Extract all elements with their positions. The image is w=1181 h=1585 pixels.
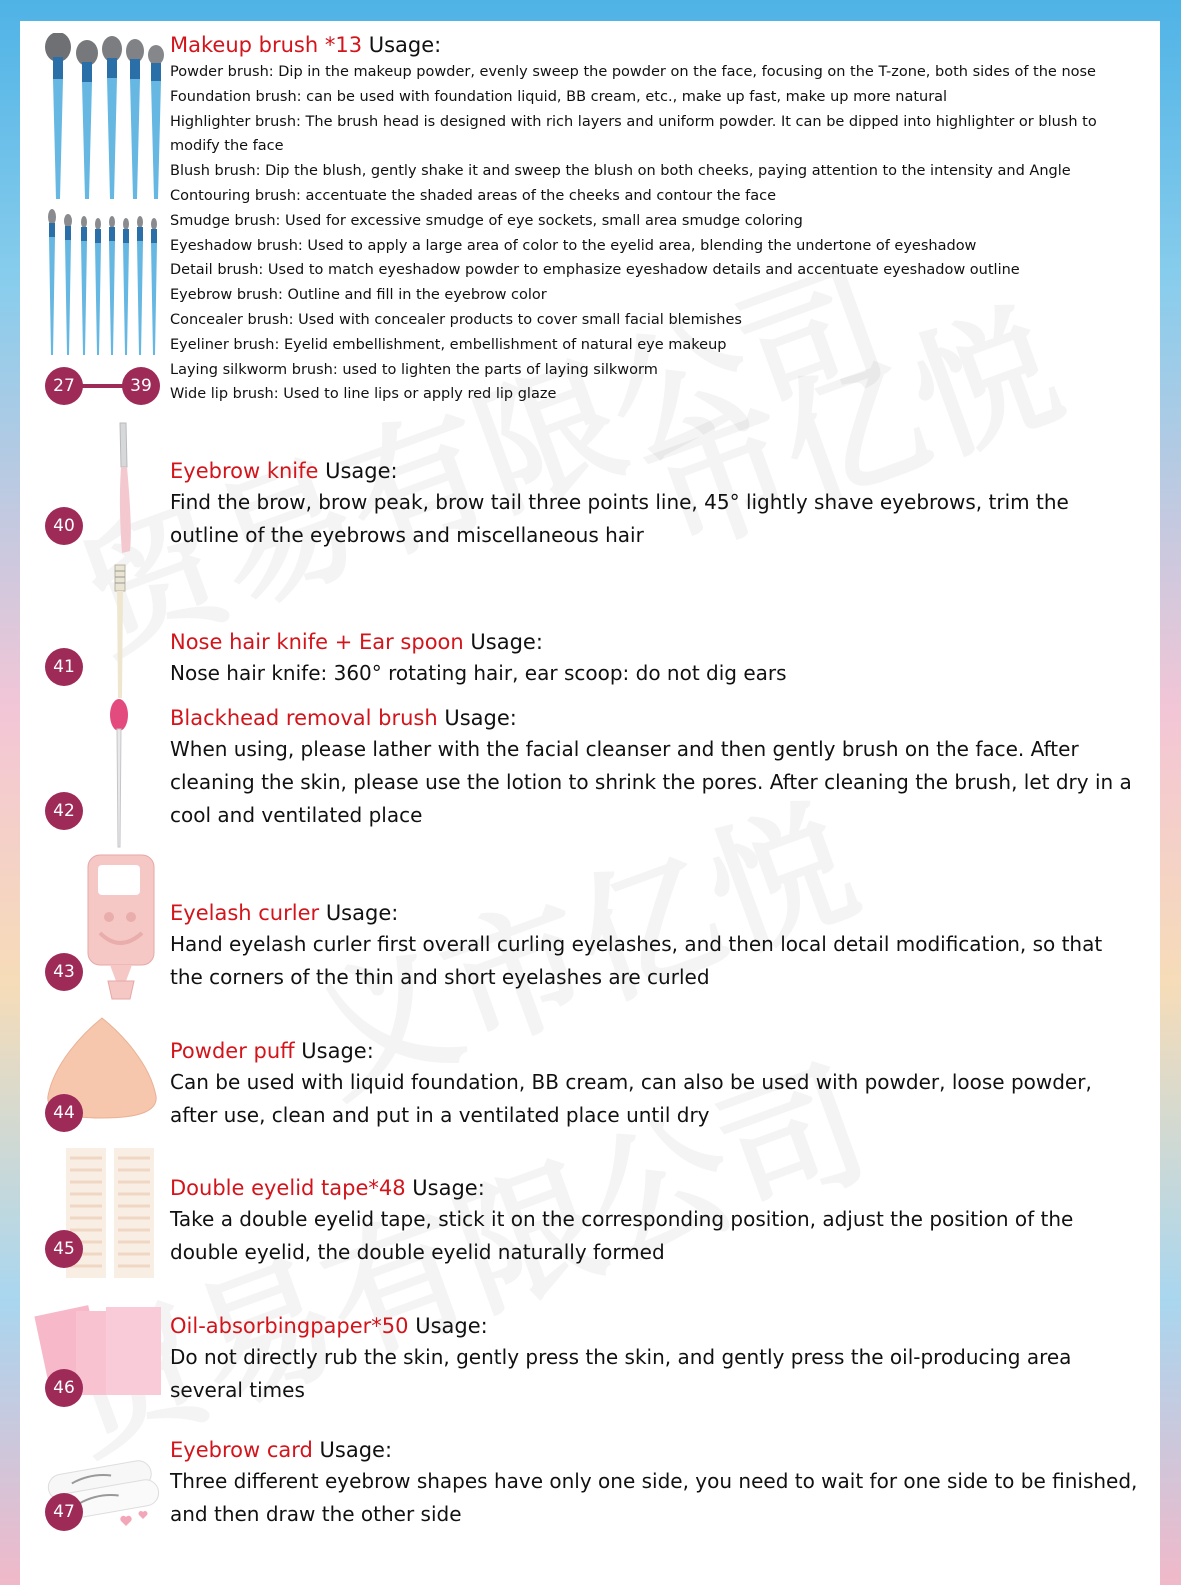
item-number-badge: 40	[45, 507, 83, 545]
section-title	[170, 1174, 1140, 1203]
product-name: Eyebrow card	[170, 1438, 313, 1462]
nose-hair-knife-section	[170, 628, 1140, 690]
usage-label: Usage:	[470, 630, 543, 654]
item-number-badge: 27	[45, 367, 83, 405]
section-title	[170, 31, 1140, 60]
usage-text: Three different eyebrow shapes have only one side, you need to wait for one side to be finished, and then draw the other side	[170, 1469, 1138, 1526]
section-title	[170, 704, 1140, 733]
section-title	[170, 1037, 1140, 1066]
brush-usage-line: Smudge brush: Used for excessive smudge of eye sockets, small area smudge coloring	[170, 212, 803, 229]
section-title	[170, 457, 1140, 486]
oil-absorbing-paper-section	[170, 1312, 1140, 1407]
makeup-brush-set-image	[34, 33, 164, 373]
nose-hair-knife-image	[106, 563, 136, 703]
blackhead-brush-image	[104, 697, 134, 852]
usage-label: Usage:	[368, 33, 442, 57]
eyebrow-knife-image	[106, 421, 146, 556]
usage-text: Can be used with liquid foundation, BB cream, can also be used with powder, loose powder, after use, clean and put in a ventilated place until dry	[170, 1070, 1092, 1127]
item-number-badge: 46	[45, 1369, 83, 1407]
brush-usage-list	[170, 60, 1140, 407]
item-number-badge: 41	[45, 648, 83, 686]
usage-label: Usage:	[325, 459, 398, 483]
content-panel	[20, 21, 1160, 1585]
product-name: Double eyelid tape*48	[170, 1176, 406, 1200]
usage-label: Usage:	[444, 706, 517, 730]
brush-usage-line: Blush brush: Dip the blush, gently shake it and sweep the blush on both cheeks, paying attention to the intensity and Angle	[170, 163, 1071, 180]
brush-usage-line: Eyeliner brush: Eyelid embellishment, embellishment of natural eye makeup	[170, 336, 727, 353]
brush-usage-line: Highlighter brush: The brush head is designed with rich layers and uniform powder. It can be dipped into highlighter or blush to modify the face	[170, 113, 1097, 155]
section-title	[170, 628, 1140, 657]
item-number-badge: 43	[45, 953, 83, 991]
usage-label: Usage:	[319, 1438, 393, 1462]
brush-usage-line: Detail brush: Used to match eyeshadow powder to emphasize eyeshadow details and accentuate eyeshadow outline	[170, 262, 1020, 279]
brush-usage-line: Powder brush: Dip in the makeup powder, evenly sweep the powder on the face, focusing on the T-zone, both sides of the nose	[170, 64, 1096, 80]
product-name: Nose hair knife + Ear spoon	[170, 630, 464, 654]
usage-label: Usage:	[325, 901, 399, 925]
usage-text: Do not directly rub the skin, gently press the skin, and gently press the oil-producing area several times	[170, 1345, 1072, 1402]
eyelash-curler-image	[86, 853, 156, 1003]
eyebrow-knife-section	[170, 457, 1140, 552]
eyelid-tape-section	[170, 1174, 1140, 1269]
usage-text: Hand eyelash curler first overall curling eyelashes, and then local detail modification, so that the corners of the thin and short eyelashes are curled	[170, 932, 1103, 989]
brush-usage-line: Eyeshadow brush: Used to apply a large area of color to the eyelid area, blending the undertone of eyeshadow	[170, 237, 977, 254]
usage-text: When using, please lather with the facial cleanser and then gently brush on the face. After cleaning the skin, please use the lotion to shrink the pores. After cleaning the brush, let dry in a cool and ventilated place	[170, 737, 1132, 827]
section-title	[170, 1436, 1140, 1465]
usage-text: Nose hair knife: 360° rotating hair, ear scoop: do not dig ears	[170, 661, 787, 685]
product-name: Makeup brush *13	[170, 33, 363, 57]
item-number-badge: 42	[45, 792, 83, 830]
section-title	[170, 899, 1140, 928]
blackhead-brush-section	[170, 704, 1140, 832]
brush-usage-line: Laying silkworm brush: used to lighten the parts of laying silkworm	[170, 361, 658, 378]
item-number-badge: 47	[45, 1493, 83, 1531]
product-name: Eyelash curler	[170, 901, 320, 925]
usage-text: Take a double eyelid tape, stick it on the corresponding position, adjust the position of the double eyelid, the double eyelid naturally formed	[170, 1207, 1074, 1264]
brush-usage-line: Contouring brush: accentuate the shaded areas of the cheeks and contour the face	[170, 187, 776, 204]
item-number-badge: 45	[45, 1230, 83, 1268]
section-title	[170, 1312, 1140, 1341]
product-name: Blackhead removal brush	[170, 706, 438, 730]
usage-text: Find the brow, brow peak, brow tail three points line, 45° lightly shave eyebrows, trim the outline of the eyebrows and miscellaneous hair	[170, 490, 1069, 547]
product-name: Powder puff	[170, 1039, 295, 1063]
brush-usage-line: Concealer brush: Used with concealer products to cover small facial blemishes	[170, 311, 742, 328]
brush-usage-line: Eyebrow brush: Outline and fill in the eyebrow color	[170, 287, 547, 304]
item-number-badge: 39	[122, 367, 160, 405]
brush-usage-line: Wide lip brush: Used to line lips or apply red lip glaze	[170, 386, 557, 403]
usage-label: Usage:	[301, 1039, 374, 1063]
eyebrow-card-section	[170, 1436, 1140, 1531]
item-number-badge: 44	[45, 1094, 83, 1132]
small-brushes	[48, 209, 157, 355]
powder-puff-section	[170, 1037, 1140, 1132]
product-name: Oil-absorbingpaper*50	[170, 1314, 409, 1338]
large-brushes	[45, 33, 164, 199]
brush-usage-line: Foundation brush: can be used with foundation liquid, BB cream, etc., make up fast, make up more natural	[170, 88, 948, 105]
product-name: Eyebrow knife	[170, 459, 319, 483]
usage-label: Usage:	[415, 1314, 488, 1338]
makeup-brush-section	[170, 31, 1140, 407]
usage-label: Usage:	[412, 1176, 485, 1200]
badge-connector	[80, 384, 124, 388]
eyelash-curler-section	[170, 899, 1140, 994]
